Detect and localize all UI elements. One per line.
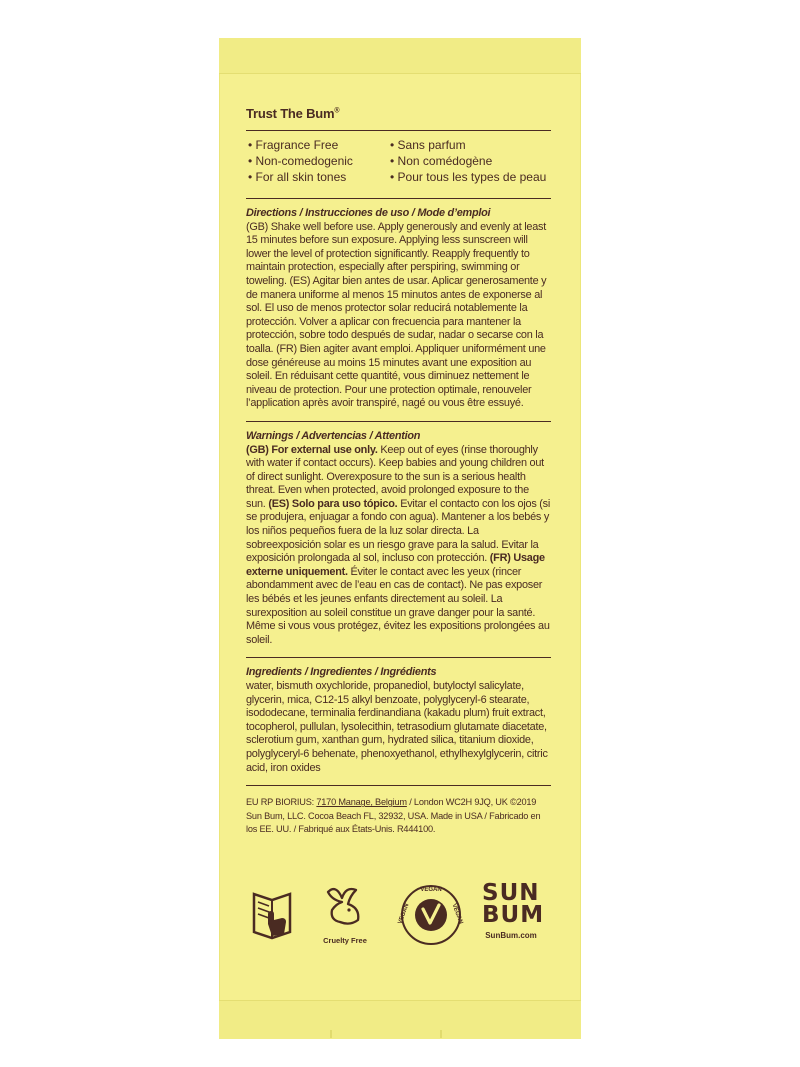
list-item: • Sans parfum	[390, 137, 550, 153]
ingredients-section	[246, 658, 551, 785]
vegan-label-right: VEGAN	[450, 902, 464, 926]
list-item: • For all skin tones	[248, 169, 390, 185]
list-item: • Pour tous les types de peau	[390, 169, 550, 185]
logo-sun: SUN	[482, 880, 540, 906]
list-item: • Non-comedogenic	[248, 153, 390, 169]
bottom-flap	[219, 1000, 581, 1039]
flap-tick	[440, 1030, 442, 1038]
vegan-icon	[400, 884, 462, 946]
badge-row	[246, 880, 551, 950]
label-content	[246, 106, 551, 837]
ingredients-text: water, bismuth oxychloride, propanediol, butyloctyl salicylate, glycerin, mica, C12-15 alkyl benzoate, polyglyceryl-6 stearate, isododecane, terminalia ferdinandiana (kakadu plum) fruit extract, tocopherol, pullulan, lysolecithin, tetrasodium glutamate diacetate, sclerotium gum, xanthan gum, hydrated silica, titanium dioxide, polyglyceryl-6 behenate, phenoxyethanol, ethylhexylglycerin, citric acid, iron oxides	[246, 680, 548, 774]
warning-fr-text: Éviter le contact avec les yeux (rincer abondamment avec de l’eau en cas de contact). Ne pas exposer les bébés et les jeunes enfants directement au soleil. La surexposition au soleil constitue un grave danger pour la santé. Même si vous vous protégez, évitez les expositions prolongées au soleil.	[246, 565, 550, 646]
list-item: • Non comédogène	[390, 153, 550, 169]
list-item: • Fragrance Free	[248, 137, 390, 153]
feature-list-fr	[390, 137, 550, 185]
open-book-icon	[248, 888, 296, 940]
rabbit-icon	[320, 882, 370, 934]
directions-text: (GB) Shake well before use. Apply generously and evenly at least 15 minutes before sun exposure. Applying less sunscreen will lower the level of protection significantly. Reapply frequently to maintain protection, especially after perspiring, swimming or toweling. (ES) Agitar bien antes de usar. Aplicar generosamente y de manera uniforme al menos 15 minutos antes de exponerse al sol. El uso de menos protector solar reducirá notablemente la protección. Volver a aplicar con frecuencia para mantener la protección, sobre todo después de sudar, nadar o secarse con la toalla. (FR) Bien agiter avant emploi. Appliquer uniformément une dose généreuse au moins 15 minutes avant une exposition au soleil. En réduisant cette quantité, vous diminuez nettement le niveau de protection. Pour une protection optimale, renouveler l’application après avoir transpiré, nagé ou vous être essuyé.	[246, 220, 547, 410]
warning-gb-label: (GB) For external use only.	[246, 443, 378, 456]
directions-heading: Directions / Instrucciones de uso / Mode d’emploi	[246, 207, 491, 219]
warning-es-label: (ES) Solo para uso tópico.	[268, 497, 398, 510]
footer-prefix: EU RP BIORIUS:	[246, 797, 317, 808]
vegan-label-top: VEGAN	[420, 887, 442, 893]
feature-list	[246, 131, 551, 198]
title-text: Trust The Bum	[246, 106, 335, 121]
feature-list-en	[248, 137, 390, 185]
brand-title	[246, 106, 551, 121]
ingredients-heading: Ingredients / Ingredientes / Ingrédients	[246, 666, 437, 679]
footer-rest: / London WC2H 9JQ, UK ©2019 Sun Bum, LLC. Cocoa Beach FL, 32932, USA. Made in USA / Fabricado en los EE. UU. / Fabriqué aux États-Unis. R444100.	[246, 797, 541, 835]
cruelty-free-label: Cruelty Free	[323, 936, 367, 945]
legal-footer	[246, 786, 551, 837]
directions-section	[246, 199, 551, 421]
website-label: SunBum.com	[485, 931, 537, 940]
logo-bum: BUM	[482, 902, 545, 928]
warning-gb-text: Keep out of eyes (rinse thoroughly with water if contact occurs). Keep babies and young children out of direct sunlight. Overexposure to the sun is a serious health threat. Even when protected, avoid prolonged exposure to the sun.	[246, 443, 544, 510]
warnings-heading: Warnings / Advertencias / Attention	[246, 429, 421, 442]
warnings-text	[246, 444, 551, 648]
flap-tick	[330, 1030, 332, 1038]
warnings-section	[246, 422, 551, 658]
trademark-mark: ®	[334, 107, 340, 115]
footer-address: 7170 Manage, Belgium	[316, 797, 407, 808]
vegan-label-left: VEGAN	[397, 902, 411, 926]
top-flap	[219, 38, 581, 74]
warning-fr-label: (FR) Usage externe uniquement.	[246, 552, 545, 578]
warning-es-text: Evitar el contacto con los ojos (si se produjera, enjuagar a fondo con agua). Mantener a los bebés y los niños pequeños fuera de la luz solar directa. La sobreexposición solar es un riesgo grave para la salud. Evitar la exposición prolongada al sol, incluso con protección.	[246, 497, 551, 565]
